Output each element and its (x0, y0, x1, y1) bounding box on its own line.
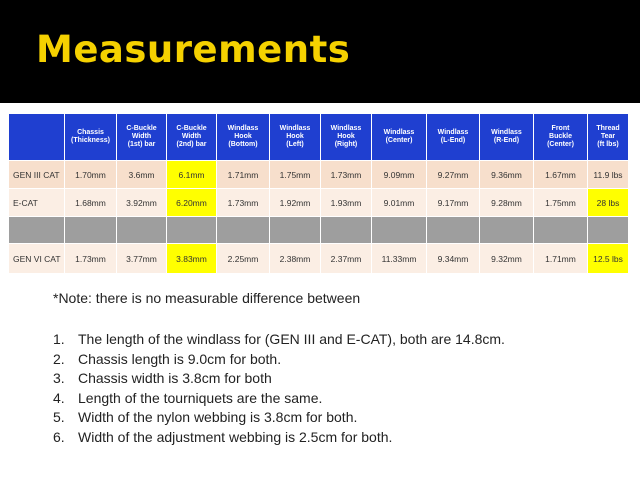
table-cell: 9.17mm (427, 189, 480, 217)
table-cell: 9.28mm (480, 189, 534, 217)
list-item-number: 1. (53, 331, 65, 347)
column-header-label: Windlass (Center) (383, 129, 415, 144)
table-cell (217, 217, 270, 244)
column-header-label: Front Buckle (Center) (547, 125, 574, 148)
table-cell: 28 lbs (588, 189, 629, 217)
table-cell: 1.70mm (65, 161, 117, 189)
note-text: *Note: there is no measurable difference between (53, 290, 361, 306)
table-cell: 1.75mm (270, 161, 321, 189)
list-item (53, 369, 505, 389)
column-header (588, 114, 629, 161)
table-cell: 6.1mm (167, 161, 217, 189)
list-item-number: 3. (53, 370, 65, 386)
column-header (270, 114, 321, 161)
table-cell: 1.75mm (534, 189, 588, 217)
column-header (372, 114, 427, 161)
column-header (65, 114, 117, 161)
table-cell (65, 217, 117, 244)
row-label: E-CAT (9, 189, 65, 217)
list-item (53, 408, 505, 428)
table-cell: 9.09mm (372, 161, 427, 189)
table-cell: 3.92mm (117, 189, 167, 217)
table-cell (117, 217, 167, 244)
list-item-number: 2. (53, 350, 65, 367)
table-cell: 2.25mm (217, 244, 270, 274)
table-row (9, 217, 629, 244)
table-cell (588, 217, 629, 244)
table-cell (167, 217, 217, 244)
list-item-text: Width of the nylon webbing is 3.8cm for both. (78, 409, 358, 425)
list-item-text: Chassis width is 3.8cm for both (78, 370, 272, 386)
table-cell (534, 217, 588, 244)
table-cell: 1.71mm (534, 244, 588, 274)
table-cell: 11.9 lbs (588, 161, 629, 189)
column-header-label: Windlass Hook (Bottom) (227, 125, 259, 148)
table-cell: 6.20mm (167, 189, 217, 217)
table-cell: 9.27mm (427, 161, 480, 189)
table-row (9, 189, 629, 217)
column-header-label: Thread Tear (ft lbs) (596, 125, 620, 148)
column-header-label: Chassis (Thickness) (71, 129, 110, 144)
row-label (9, 217, 65, 244)
table-row (9, 244, 629, 274)
numbered-list (53, 330, 505, 447)
table-cell (321, 217, 372, 244)
table-cell: 9.34mm (427, 244, 480, 274)
column-header (117, 114, 167, 161)
column-header-label: Windlass (L-End) (437, 129, 469, 144)
column-header-label: Windlass Hook (Right) (330, 125, 362, 148)
table-cell: 3.6mm (117, 161, 167, 189)
table-cell: 1.71mm (217, 161, 270, 189)
table-cell: 2.37mm (321, 244, 372, 274)
table-cell: 9.01mm (372, 189, 427, 217)
table-cell: 2.38mm (270, 244, 321, 274)
table-row (9, 161, 629, 189)
table-cell: 1.67mm (534, 161, 588, 189)
table-cell: 9.32mm (480, 244, 534, 274)
table-cell: 1.68mm (65, 189, 117, 217)
row-label: GEN III CAT (9, 161, 65, 189)
table-cell: 11.33mm (372, 244, 427, 274)
list-item-text: Length of the tourniquets are the same. (78, 389, 323, 406)
list-item (53, 428, 505, 448)
column-header (217, 114, 270, 161)
list-item-number: 4. (53, 389, 65, 406)
table-header-row (9, 114, 629, 161)
table-cell (427, 217, 480, 244)
column-header (480, 114, 534, 161)
list-item (53, 330, 505, 350)
column-header (167, 114, 217, 161)
column-header (321, 114, 372, 161)
table-cell: 1.73mm (217, 189, 270, 217)
list-item-text: Chassis length is 9.0cm for both. (78, 350, 282, 367)
row-label: GEN VI CAT (9, 244, 65, 274)
list-item-number: 5. (53, 409, 65, 425)
table-cell (270, 217, 321, 244)
table-cell: 12.5 lbs (588, 244, 629, 274)
list-item (53, 389, 505, 409)
list-item-text: Width of the adjustment webbing is 2.5cm for both. (78, 428, 393, 445)
column-header (9, 114, 65, 161)
column-header-label: Windlass Hook (Left) (279, 125, 311, 148)
table-cell: 1.92mm (270, 189, 321, 217)
column-header (427, 114, 480, 161)
column-header-label: C-Buckle Width (1st) bar (126, 125, 157, 148)
list-item-text: The length of the windlass for (GEN III and E-CAT), both are 14.8cm. (78, 331, 505, 347)
table-cell: 1.93mm (321, 189, 372, 217)
list-item-number: 6. (53, 428, 65, 445)
table-cell: 9.36mm (480, 161, 534, 189)
column-header-label: C-Buckle Width (2nd) bar (176, 125, 207, 148)
column-header-label: Windlass (R-End) (491, 129, 522, 144)
table-cell: 3.83mm (167, 244, 217, 274)
table-cell (372, 217, 427, 244)
list-item (53, 350, 505, 370)
column-header (534, 114, 588, 161)
table-cell: 1.73mm (321, 161, 372, 189)
table-cell: 1.73mm (65, 244, 117, 274)
slide-title: Measurements (36, 28, 351, 71)
measurements-table (8, 113, 629, 274)
table-cell: 3.77mm (117, 244, 167, 274)
table-cell (480, 217, 534, 244)
